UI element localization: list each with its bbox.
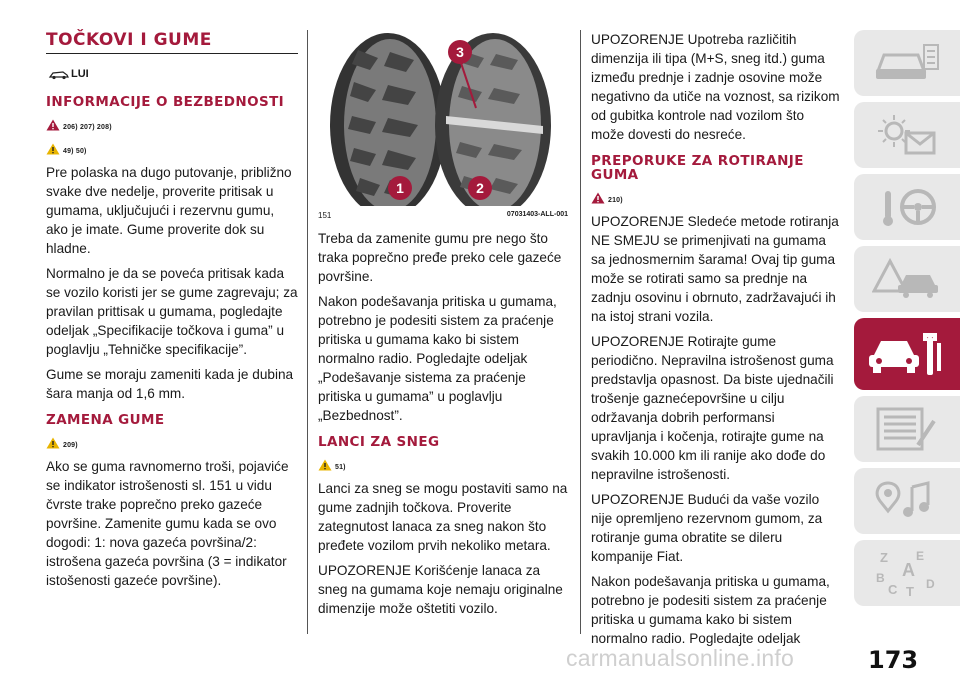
- svg-text:3: 3: [456, 44, 464, 60]
- paragraph: Treba da zamenite gumu pre nego što traka poprečno pređe preko cele gazeće površine.: [318, 231, 562, 284]
- caution-triangle-icon: [46, 143, 60, 155]
- paragraph: Lanci za sneg se mogu postaviti samo na gume zadnjih točkova. Proverite zategnutost lanaca za sneg nakon što pređete vozilom prvih nekoliko metara.: [318, 481, 568, 553]
- paragraph: UPOZORENJE Budući da vaše vozilo nije opremljeno rezervnom gumom, za rotiranje guma obratite se dileru kompanije Fiat.: [591, 492, 823, 564]
- caution-reference: 51): [318, 455, 568, 471]
- warning-triangle-icon: [591, 192, 605, 204]
- paragraph: UPOZORENJE Sledeće metode rotiranja NE SMEJU se primenjivati na gumama sa jednosmernim šarama! Ovaj tip guma može se rotirati samo sa prednje na zadnju osovinu i obrnuto, zadržavajući ih na istoj strani vozila.: [591, 214, 839, 324]
- paragraph: Gume se moraju zameniti kada je dubina šara manja od 1,6 mm.: [46, 367, 294, 401]
- column-divider: [580, 30, 581, 634]
- svg-text:A: A: [902, 560, 915, 580]
- warning-triangle-icon: [46, 119, 60, 131]
- paragraph: UPOZORENJE Upotreba različitih dimenzija ili tipa (M+S, sneg itd.) guma između prednje i zadnje osovine može negativno da utiče na voznost, sa rizikom od gubitka kontrole nad vozilom što može dovesti do nesreće.: [591, 32, 840, 142]
- column-divider: [307, 30, 308, 634]
- figure-number: 151: [318, 211, 332, 220]
- paragraph: Nakon podešavanja pritiska u gumama, potrebno je podesiti sistem za praćenje pritiska u gumama kako bi sistem normalno radio. Pogledajte odeljak „Podešavanje sistema za praćenje pritiska u gumama” u poglavlju „Bezbednost”.: [318, 294, 557, 423]
- warning-car-icon: [872, 257, 942, 301]
- section-title-tire-replacement: ZAMENA GUME: [46, 412, 165, 428]
- specifications-list-icon: [872, 407, 942, 451]
- tab-emergency[interactable]: [854, 246, 960, 312]
- svg-text:C: C: [888, 582, 898, 597]
- figure-caption: [318, 206, 568, 229]
- tab-servicing-maintenance[interactable]: [854, 318, 960, 390]
- key-steering-wheel-icon: [872, 185, 942, 229]
- car-dashboard-icon: [872, 41, 942, 85]
- section-title-snow-chains: LANCI ZA SNEG: [318, 434, 440, 450]
- lui-icon: LUI: [48, 66, 89, 80]
- svg-text:B: B: [876, 571, 885, 585]
- paragraph: UPOZORENJE Rotirajte gume periodično. Nepravilna istrošenost guma predstavlja opasnost. Da biste ujednačili trošenje gaznećepovršine u cilju održavanja dobrih performansi upravljanja i kočenja, rotirajte gume na svakih 10.000 km ili ranije ako dođe do nepravilne istrošenosti.: [591, 334, 834, 482]
- tab-specifications[interactable]: [854, 396, 960, 462]
- tab-dashboard[interactable]: [854, 30, 960, 96]
- caution-triangle-icon: [46, 437, 60, 449]
- tab-index[interactable]: [854, 540, 960, 606]
- warning-reference: 206) 207) 208): [46, 115, 298, 131]
- page-title: TOČKOVI I GUME: [46, 30, 298, 54]
- alphabetical-index-icon: [872, 548, 942, 598]
- tab-lights-messages[interactable]: [854, 102, 960, 168]
- svg-text:E: E: [916, 549, 925, 563]
- caution-reference: 49) 50): [46, 139, 298, 155]
- paragraph: UPOZORENJE Korišćenje lanaca za sneg na gumama koje nemaju originalne dimenzije može oštetiti vozilo.: [318, 563, 563, 616]
- caution-triangle-icon: [318, 459, 332, 471]
- tire-wear-figure: [318, 30, 568, 206]
- paragraph: Normalno je da se poveća pritisak kada se vozilo koristi jer se gume zagrevaju; za pravilan prittisak u gumama, pogledajte odeljak „Specifikacije točkova i guma” u poglavlju „Tehničke specifikacije”.: [46, 266, 298, 357]
- svg-text:2: 2: [476, 180, 484, 196]
- warning-reference: 209): [46, 433, 298, 449]
- warning-reference: 210): [591, 188, 841, 204]
- svg-text:Z: Z: [880, 550, 888, 565]
- svg-text:D: D: [926, 577, 935, 591]
- middle-column: [318, 30, 568, 624]
- multimedia-music-icon: [872, 479, 942, 523]
- paragraph: Pre polaska na dugo putovanje, približno svake dve nedelje, proverite pritisak u gumama, uključujući i rezervnu gumu, ako je imate. Gume proverite dok su hladne.: [46, 165, 292, 256]
- lights-message-icon: [872, 113, 942, 157]
- tab-multimedia[interactable]: [854, 468, 960, 534]
- section-title-safety-info: INFORMACIJE O BEZBEDNOSTI: [46, 94, 285, 110]
- paragraph: Nakon podešavanja pritiska u gumama, potrebno je podesiti sistem za praćenje pritiska u gumama kako bi sistem normalno radio. Pogledajte odeljak: [591, 574, 830, 646]
- left-column: [46, 30, 298, 596]
- tab-start-drive[interactable]: [854, 174, 960, 240]
- car-wrench-icon: [867, 329, 947, 379]
- right-column: [591, 30, 841, 654]
- paragraph: Ako se guma ravnomerno troši, pojaviće se indikator istrošenosti sl. 151 u vidu čvrste trake poprečno preko gazeće površine. Zamenite gumu kada se ovo dogodi: 1: nova gazeća površina/2: istrošena gazeća površina (3 = indikator istošenosti gazeće površine).: [46, 459, 289, 588]
- tire-tread-illustration: [318, 30, 568, 206]
- svg-text:T: T: [906, 584, 914, 598]
- page-number: 173: [868, 646, 919, 674]
- figure-code: 07031403-ALL-001: [506, 211, 568, 218]
- svg-text:1: 1: [396, 180, 404, 196]
- watermark: carmanualsonline.info: [566, 645, 794, 671]
- section-title-tire-rotation: PREPORUKE ZA ROTIRANJE GUMA: [591, 153, 804, 183]
